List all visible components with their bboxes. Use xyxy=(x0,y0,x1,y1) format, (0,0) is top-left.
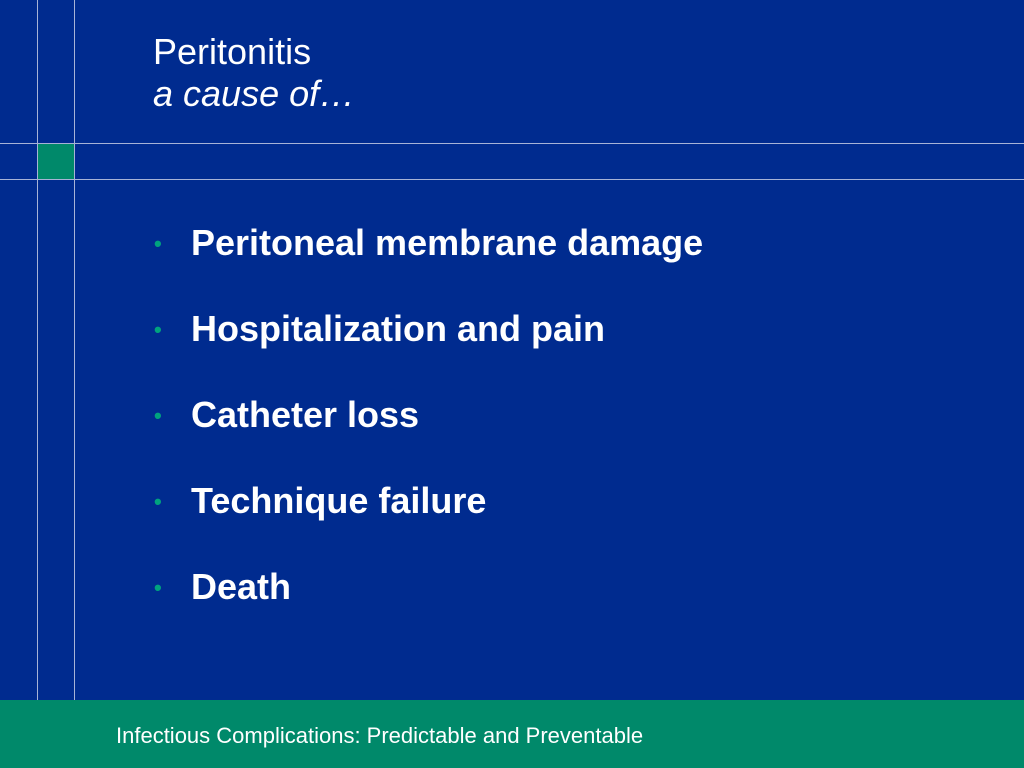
bullet-text: Catheter loss xyxy=(191,394,420,435)
bullet-item xyxy=(154,394,703,480)
bullet-icon: • xyxy=(154,317,162,342)
grid-horizontal-line-bottom xyxy=(0,179,1024,180)
grid-horizontal-line-top xyxy=(0,143,1024,144)
bullet-item xyxy=(154,308,703,394)
accent-square xyxy=(38,144,74,179)
bullet-list xyxy=(154,222,703,652)
bullet-item xyxy=(154,566,703,652)
bullet-text: Hospitalization and pain xyxy=(191,308,606,349)
bullet-icon: • xyxy=(154,231,162,256)
bullet-icon: • xyxy=(154,403,162,428)
bullet-text: Death xyxy=(191,566,292,607)
bullet-item xyxy=(154,222,703,308)
footer-text: Infectious Complications: Predictable and Preventable xyxy=(116,723,644,748)
grid-vertical-line-left xyxy=(37,0,38,700)
bullet-text: Technique failure xyxy=(191,480,487,521)
bullet-item xyxy=(154,480,703,566)
bullet-icon: • xyxy=(154,575,162,600)
title-main: Peritonitis xyxy=(153,31,312,72)
bullet-text: Peritoneal membrane damage xyxy=(191,222,704,263)
bullet-icon: • xyxy=(154,489,162,514)
grid-vertical-line-right xyxy=(74,0,75,700)
title-subtitle: a cause of… xyxy=(153,73,356,114)
footer-bar xyxy=(0,700,1024,768)
slide-title xyxy=(153,31,355,115)
